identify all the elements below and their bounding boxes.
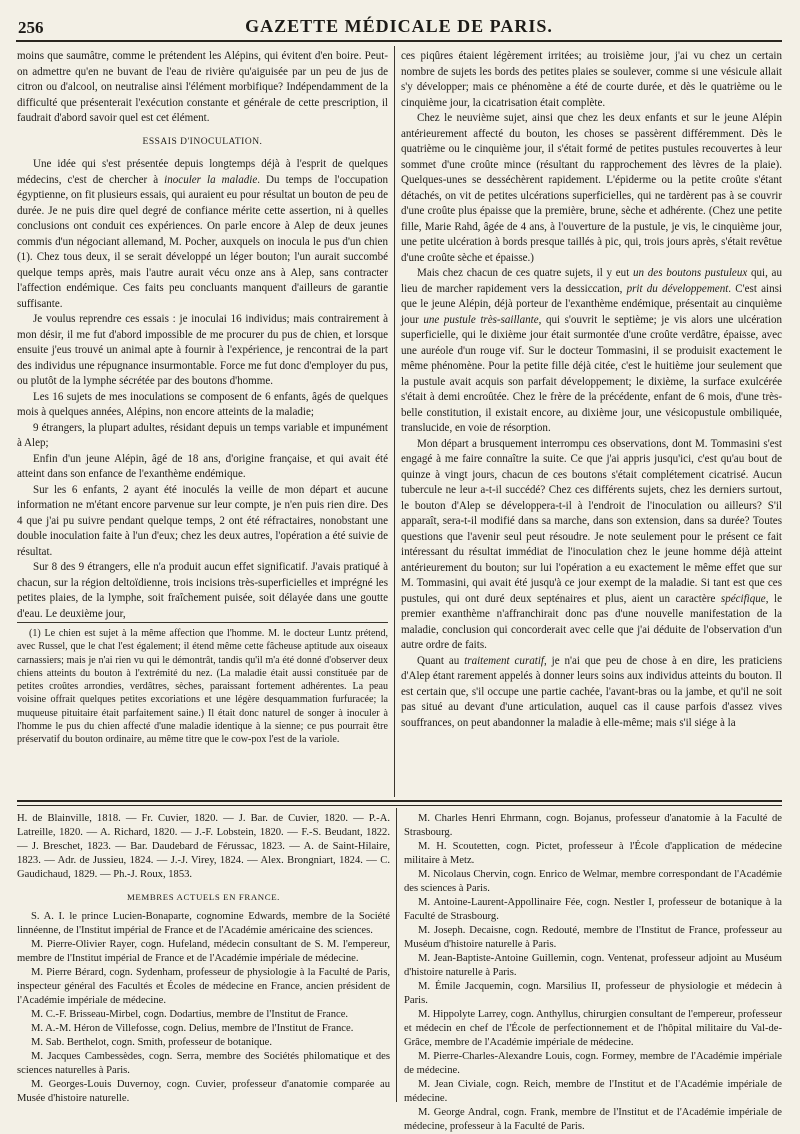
members-heading: MEMBRES ACTUELS EN FRANCE. — [127, 892, 280, 902]
emphasis: inoculer la maladie — [164, 173, 258, 186]
paragraph: moins que saumâtre, comme le prétendent les Alépins, qui évitent d'en boire. Peut-on admettre qu'en ne buvant de l'eau de rivière qu'aiguisée par un peu de jus de citron ou d'alcool, on neutralise ainsi l'élément morbifique? Indépendamment de la difficulté que présenterait l'exécution constante et générale de cette prescription, il faudrait d'abord savoir quel est cet élément. — [17, 50, 388, 124]
member-entry: M. Jacques Cambessèdes, cogn. Serra, membre des Sociétés philomatique et des sciences naturelles à Paris. — [17, 1051, 390, 1076]
page-number: 256 — [18, 18, 44, 37]
member-entry: M. Georges-Louis Duvernoy, cogn. Cuvier, professeur d'anatomie comparée au Musée d'histoire naturelle. — [17, 1079, 390, 1104]
member-entry: M. Émile Jacquemin, cogn. Marsilius II, professeur de physiologie et médecin à Paris. — [404, 981, 782, 1006]
footnote — [17, 627, 388, 797]
member-entry: M. Nicolaus Chervin, cogn. Enrico de Welmar, membre correspondant de l'Académie des sciences à Paris. — [404, 869, 782, 894]
section-divider — [17, 800, 782, 802]
paragraph: Sur les 6 enfants, 2 ayant été inoculés la veille de mon départ et aucune information ne m'étant encore parvenue sur leur compte, je n'en puis rien dire. Des 4 que j'ai pu suivre pendant quelque temps, 2 ont été réfractaires, nonobstant une double inoculation faite à l'un d'eux; chez les deux autres, l'opération a été suivie de résultat. — [17, 483, 388, 558]
section-heading: ESSAIS D'INOCULATION. — [142, 136, 263, 147]
left-column — [17, 49, 388, 619]
member-entry: M. Pierre-Charles-Alexandre Louis, cogn. Formey, membre de l'Académie impériale de médecine. — [404, 1051, 782, 1076]
paragraph: 9 étrangers, la plupart adultes, résidant depuis un temps variable et impunément à Alep; — [17, 421, 388, 449]
members-list-right — [404, 812, 782, 1132]
emphasis: une pustule très-saillante — [423, 313, 539, 326]
member-entry: M. Hippolyte Larrey, cogn. Anthyllus, chirurgien consultant de l'empereur, professeur et médecin en chef de l'École de perfectionnement et de l'hôpital militaire du Val-de-Grâce, membre de l'Académie impériale de médecine. — [404, 1009, 782, 1048]
member-entry: M. Pierre-Olivier Rayer, cogn. Hufeland, médecin consultant de S. M. l'empereur, membre de l'Institut impérial de France et de l'Académie impériale de médecine. — [17, 939, 390, 964]
member-entry: M. Antoine-Laurent-Appollinaire Fée, cogn. Nestler I, professeur de botanique à la Faculté de Strasbourg. — [404, 897, 782, 922]
paragraph: Je voulus reprendre ces essais : je inoculai 16 individus; mais contrairement à mon désir, il me fut d'abord impossible de me procurer du pus de chien, et lorsque ensuite j'eus trouvé un animal apte à fournir à l'expérience, je rencontrai de la part des individus une répugnance insurmontable. Force me fut donc d'employer du pus, ou plutôt de la lymphe sécrétée par des boutons d'homme. — [17, 313, 388, 387]
former-members-list: H. de Blainville, 1818. — Fr. Cuvier, 1820. — J. Bar. de Cuvier, 1820. — P.-A. Latreille, 1820. — A. Richard, 1820. — J.-F. Lobstein, 1820. — F.-S. Beudant, 1822. — J. Breschet, 1823. — Bar. Daudebard de Férussac, 1823. — A. de Saint-Hilaire, 1823. — Adr. de Jussieu, 1824. — J.-J. Virey, 1824. — Alex. Brongniart, 1824. — C. Gaudichaud, 1829. — Ph.-J. Roux, 1853. — [17, 813, 390, 880]
emphasis: traitement curatif — [464, 654, 544, 667]
member-entry: M. Pierre Bérard, cogn. Sydenham, professeur de physiologie à la Faculté de Paris, inspecteur général des Facultés et Écoles de médecine en France, ancien président de l'Académie impériale de médecine. — [17, 967, 390, 1006]
paragraph: Sur 8 des 9 étrangers, elle n'a produit aucun effet significatif. J'avais pratiqué à chacun, sur la région deltoïdienne, trois incisions très-superficielles et imprégné les petites plaies, de la lymphe, soit fraîchement puisée, soit délayée dans une goutte d'eau. Le deuxième jour, — [17, 561, 388, 620]
paragraph: Chez le neuvième sujet, ainsi que chez les deux enfants et sur le jeune Alépin antérieurement affecté du bouton, les choses se passèrent différemment. Dès le quatrième ou le cinquième jour, il s'était formé de petites pustules recouvertes à leur sommet d'une croûte mince (résultant du rapprochement des lèvres de la plaie). Quelques-unes se desséchèrent rapidement. L'épiderme ou la petite croûte s'étant détachés, on vit de petites ulcérations superficielles, qui ne tardèrent pas à se couvrir d'une croûte plus épaisse que la première, brune, sèche et adhérente. (Chez une petite fille, Marie Rahd, âgée de 4 ans, à l'ouverture de la pustule, je vis, le cinquième jour, une petite ulcération à bords presque taillés à pic, qui, trois jours après, s'était revêtue d'une croûte sèche et épaisse.) — [401, 112, 782, 264]
member-entry: M. H. Scoutetten, cogn. Pictet, professeur à l'École d'application de médecine militaire à Metz. — [404, 841, 782, 866]
column-divider — [396, 808, 397, 1102]
section-divider — [17, 805, 782, 806]
member-entry: M. Jean-Baptiste-Antoine Guillemin, cogn. Ventenat, professeur adjoint au Muséum d'histoire naturelle à Paris. — [404, 953, 782, 978]
member-entry: M. George Andral, cogn. Frank, membre de l'Institut et de l'Académie impériale de médecine, professeur à la Faculté de Paris. — [404, 1107, 782, 1132]
footnote-text: (1) Le chien est sujet à la même affection que l'homme. M. le docteur Luntz prétend, avec Russel, que le chat l'est également; il étend même cette fâcheuse aptitude aux oiseaux carnassiers; mais je n'ai rien vu qui le démontrât, tandis qu'il m'a été donné d'observer deux chiens atteints du bouton à l'extrémité du nez. (La maladie était aussi constituée par de petites croûtes arrondies, verdâtres, sèches, paraissant fortement adhérentes. La peau voisine offrait quelques petites excoriations et une légère desquammation furfuracée; la muqueuse pituitaire était parfaitement saine.) Il était donc naturel de songer à inoculer à l'homme le pus du chien affecté d'une maladie identique à la sienne; ce pus pourrait être préservatif du bouton ordinaire, au même titre que le cow-pox l'est de la variole. — [17, 628, 388, 746]
page-header — [16, 12, 782, 42]
emphasis: spécifique — [720, 592, 766, 605]
paragraph: Mais chez chacun de ces quatre sujets, il y eut un des boutons pustuleux qui, au lieu de marcher rapidement vers la dessiccation, prit du développement. C'est ainsi que le jeune Alépin, déjà porteur de l'exanthème endémique, présentait au cinquième jour une pustule très-saillante, qui s'ouvrit le septième; je vis alors une ulcération superficielle, qui le dixième jour était surmontée d'une croûte verdâtre, épaisse, avec une auréole d'un rouge vif. Sur le docteur Tommasini, il se produisit exactement le même phénomène. Pour la petite fille déjà citée, c'est le huitième jour seulement que la pustule avait acquis son parfait développement; le dixième, la surface exulcérée s'était à demi encroûtée. Chez le frère de la précédente, enfant de 6 mois, d'une très-belle constitution, il existait encore, au dixième jour, une vésicopustule ombiliquée, translucide, en voie de résorption. — [401, 267, 783, 434]
emphasis: prit du développement — [626, 282, 729, 295]
member-entry: S. A. I. le prince Lucien-Bonaparte, cognomine Edwards, membre de la Société linnéenne, de l'Institut impérial de France et de l'Académie américaine des sciences. — [17, 911, 390, 936]
emphasis: un des boutons pustuleux — [633, 267, 748, 279]
paragraph: ces piqûres étaient légèrement irritées; au troisième jour, j'ai vu chez un certain nombre de sujets les bords des petites plaies se soulever, comme si une vésicule allait s'y développer; mais ce phénomène a été de courte durée, et dès le quatrième ou le cinquième jour, la cicatrisation était complète. — [401, 50, 782, 109]
member-entry: M. Charles Henri Ehrmann, cogn. Bojanus, professeur d'anatomie à la Faculté de Strasbourg. — [404, 813, 782, 838]
paragraph: Une idée qui s'est présentée depuis longtemps déjà à l'esprit de quelques médecins, c'est de chercher à inoculer la maladie. Du temps de l'occupation égyptienne, on fit plusieurs essais, qui auraient eu pour résultat un bouton de peu de durée. Je ne puis dire quel degré de confiance mérite cette assertion, ni à quelles conclusions ont conduit ces expériences. On parle encore à Alep de deux jeunes commis d'un négociant allemand, M. Pocher, auxquels on inocula le pus d'un chien (1). Chez tous deux, il se serait développé un léger bouton; l'un aurait succombé quelque temps après, mais l'autre aurait vécu onze ans à Alep, sans contracter l'affection endémique. Ces faits peu concluants manquent d'ailleurs de garantie suffisante. — [17, 158, 388, 310]
journal-title: GAZETTE MÉDICALE DE PARIS. — [245, 16, 553, 36]
paragraph: Les 16 sujets de mes inoculations se composent de 6 enfants, âgés de quelques mois à quelques années, Alépins, non encore atteints de la maladie; — [17, 390, 388, 418]
paragraph: Mon départ a brusquement interrompu ces observations, dont M. Tommasini s'est engagé à me faire connaître la suite. Ce que j'ai appris jusqu'ici, c'est qu'au bout de quinze à vingt jours, chacun de ces boutons s'était complétement cicatrisé. Aucun tubercule ne leur a-t-il succédé? Chez ces différents sujets, chez les derniers surtout, le bouton d'Alep se développera-t-il à l'endroit de l'inoculation ou ailleurs? S'il apparaît, sera-t-il modifié dans sa marche, dans son extension, dans sa durée? Toutes questions que l'avenir seul peut résoudre. Je note seulement pour le présent ce fait intéressant du résultat immédiat de l'inoculation chez le jeune homme déjà atteint antérieurement du bouton; sur lui l'opération a eu exactement le même effet que sur M. Tommasini, qui avait été jusqu'à ce jour exempt de la maladie. Si tant est que ces pustules, qui ont duré deux septénaires et plus, aient un caractère spécifique, le premier exanthème n'affranchirait donc pas d'une nouvelle manifestation de la maladie, conclusion qui concorderait avec celle que j'ai déduite de l'observation d'un autre ordre de faits. — [401, 437, 782, 651]
member-entry: M. A.-M. Héron de Villefosse, cogn. Delius, membre de l'Institut de France. — [31, 1023, 354, 1034]
paragraph: Enfin d'un jeune Alépin, âgé de 18 ans, d'origine française, et qui avait été atteint dans son enfance de l'exanthème endémique. — [17, 452, 388, 480]
member-entry: M. Jean Civiale, cogn. Reich, membre de l'Institut et de l'Académie impériale de médecine. — [404, 1079, 782, 1104]
member-entry: M. C.-F. Brisseau-Mirbel, cogn. Dodartius, membre de l'Institut de France. — [31, 1009, 349, 1020]
footnote-divider — [17, 622, 388, 623]
member-entry: M. Sab. Berthelot, cogn. Smith, professeur de botanique. — [31, 1037, 272, 1048]
column-divider — [394, 46, 395, 797]
right-column — [401, 49, 782, 797]
members-list-left — [17, 812, 390, 1102]
paragraph: Quant au traitement curatif, je n'ai que peu de chose à en dire, les praticiens d'Alep étant rarement appelés à donner leurs soins aux individus atteints du bouton. Il est certain que, s'il occupe une partie cachée, l'avant-bras ou la jambe, et qu'il ne soit pas situé au devant d'une articulation, auquel cas il cause parfois d'assez vives souffrances, on peut abandonner la maladie à elle-même; mais s'il siége à la — [401, 654, 783, 729]
member-entry: M. Joseph. Decaisne, cogn. Redouté, membre de l'Institut de France, professeur au Muséum d'histoire naturelle à Paris. — [404, 925, 782, 950]
